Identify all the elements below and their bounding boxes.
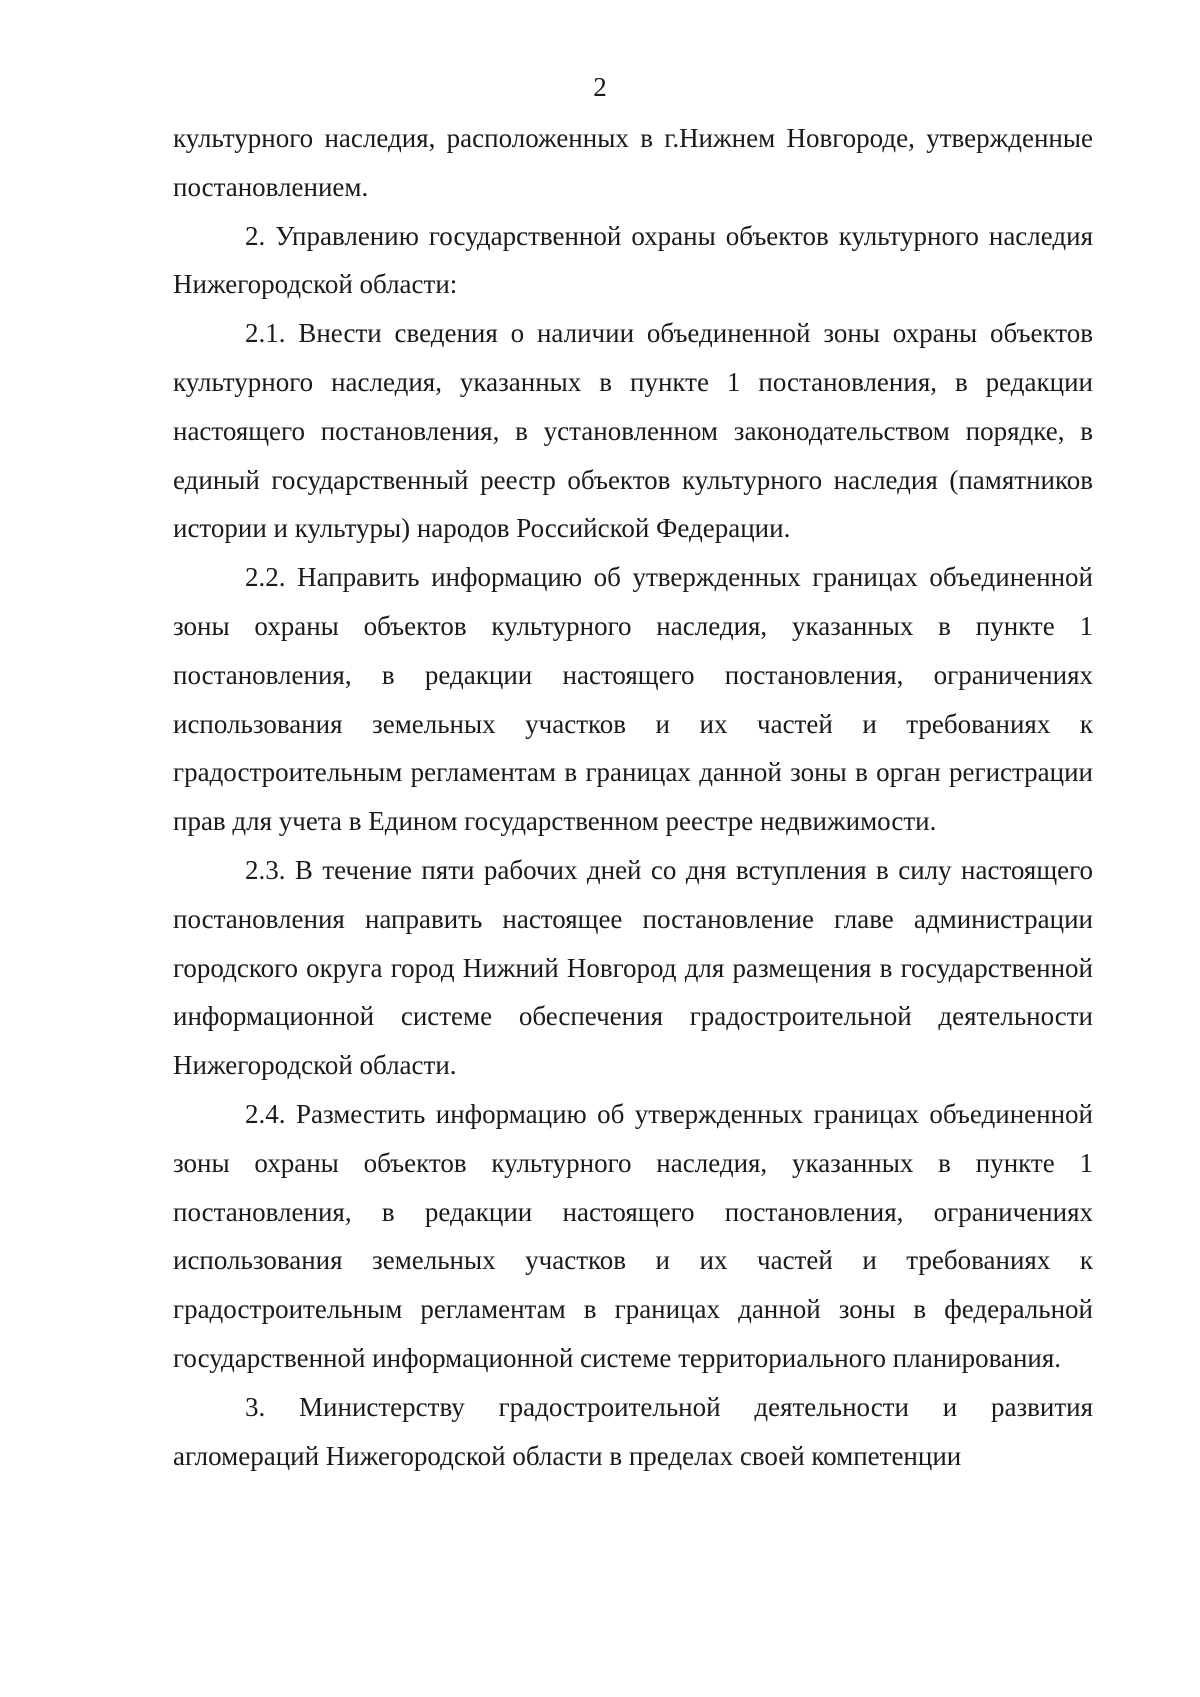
paragraph-item-2-1: 2.1. Внести сведения о наличии объединенной зоны охраны объектов культурного наследия, указанных в пункте 1 постановления, в редакции настоящего постановления, в установленном законодательством порядке, в единый государственный реестр объектов культурного наследия (памятников истории и культуры) народов Российской Федерации. (173, 318, 1093, 544)
document-body (173, 114, 1093, 1480)
paragraph-item-2-4: 2.4. Разместить информацию об утвержденных границах объединенной зоны охраны объектов культурного наследия, указанных в пункте 1 постановления, в редакции настоящего постановления, ограничениях использования земельных участков и их частей и требованиях к градостроительным регламентам в границах данной зоны в федеральной государственной информационной системе территориального планирования. (173, 1098, 1093, 1373)
page-number: 2 (593, 72, 607, 102)
paragraph-continuation: культурного наследия, расположенных в г.Нижнем Новгороде, утвержденные постановлением. (173, 123, 1093, 202)
paragraph-item-3: 3. Министерству градостроительной деятельности и развития агломераций Нижегородской области в пределах своей компетенции (173, 1391, 1093, 1471)
paragraph-item-2-2: 2.2. Направить информацию об утвержденных границах объединенной зоны охраны объектов культурного наследия, указанных в пункте 1 постановления, в редакции настоящего постановления, ограничениях использования земельных участков и их частей и требованиях к градостроительным регламентам в границах данной зоны в орган регистрации прав для учета в Едином государственном реестре недвижимости. (173, 562, 1093, 837)
paragraph-item-2-3: 2.3. В течение пяти рабочих дней со дня вступления в силу настоящего постановления направить настоящее постановление главе администрации городского округа город Нижний Новгород для размещения в государственной информационной системе обеспечения градостроительной деятельности Нижегородской области. (173, 854, 1093, 1081)
paragraph-item-2: 2. Управлению государственной охраны объектов культурного наследия Нижегородской области: (173, 220, 1093, 300)
